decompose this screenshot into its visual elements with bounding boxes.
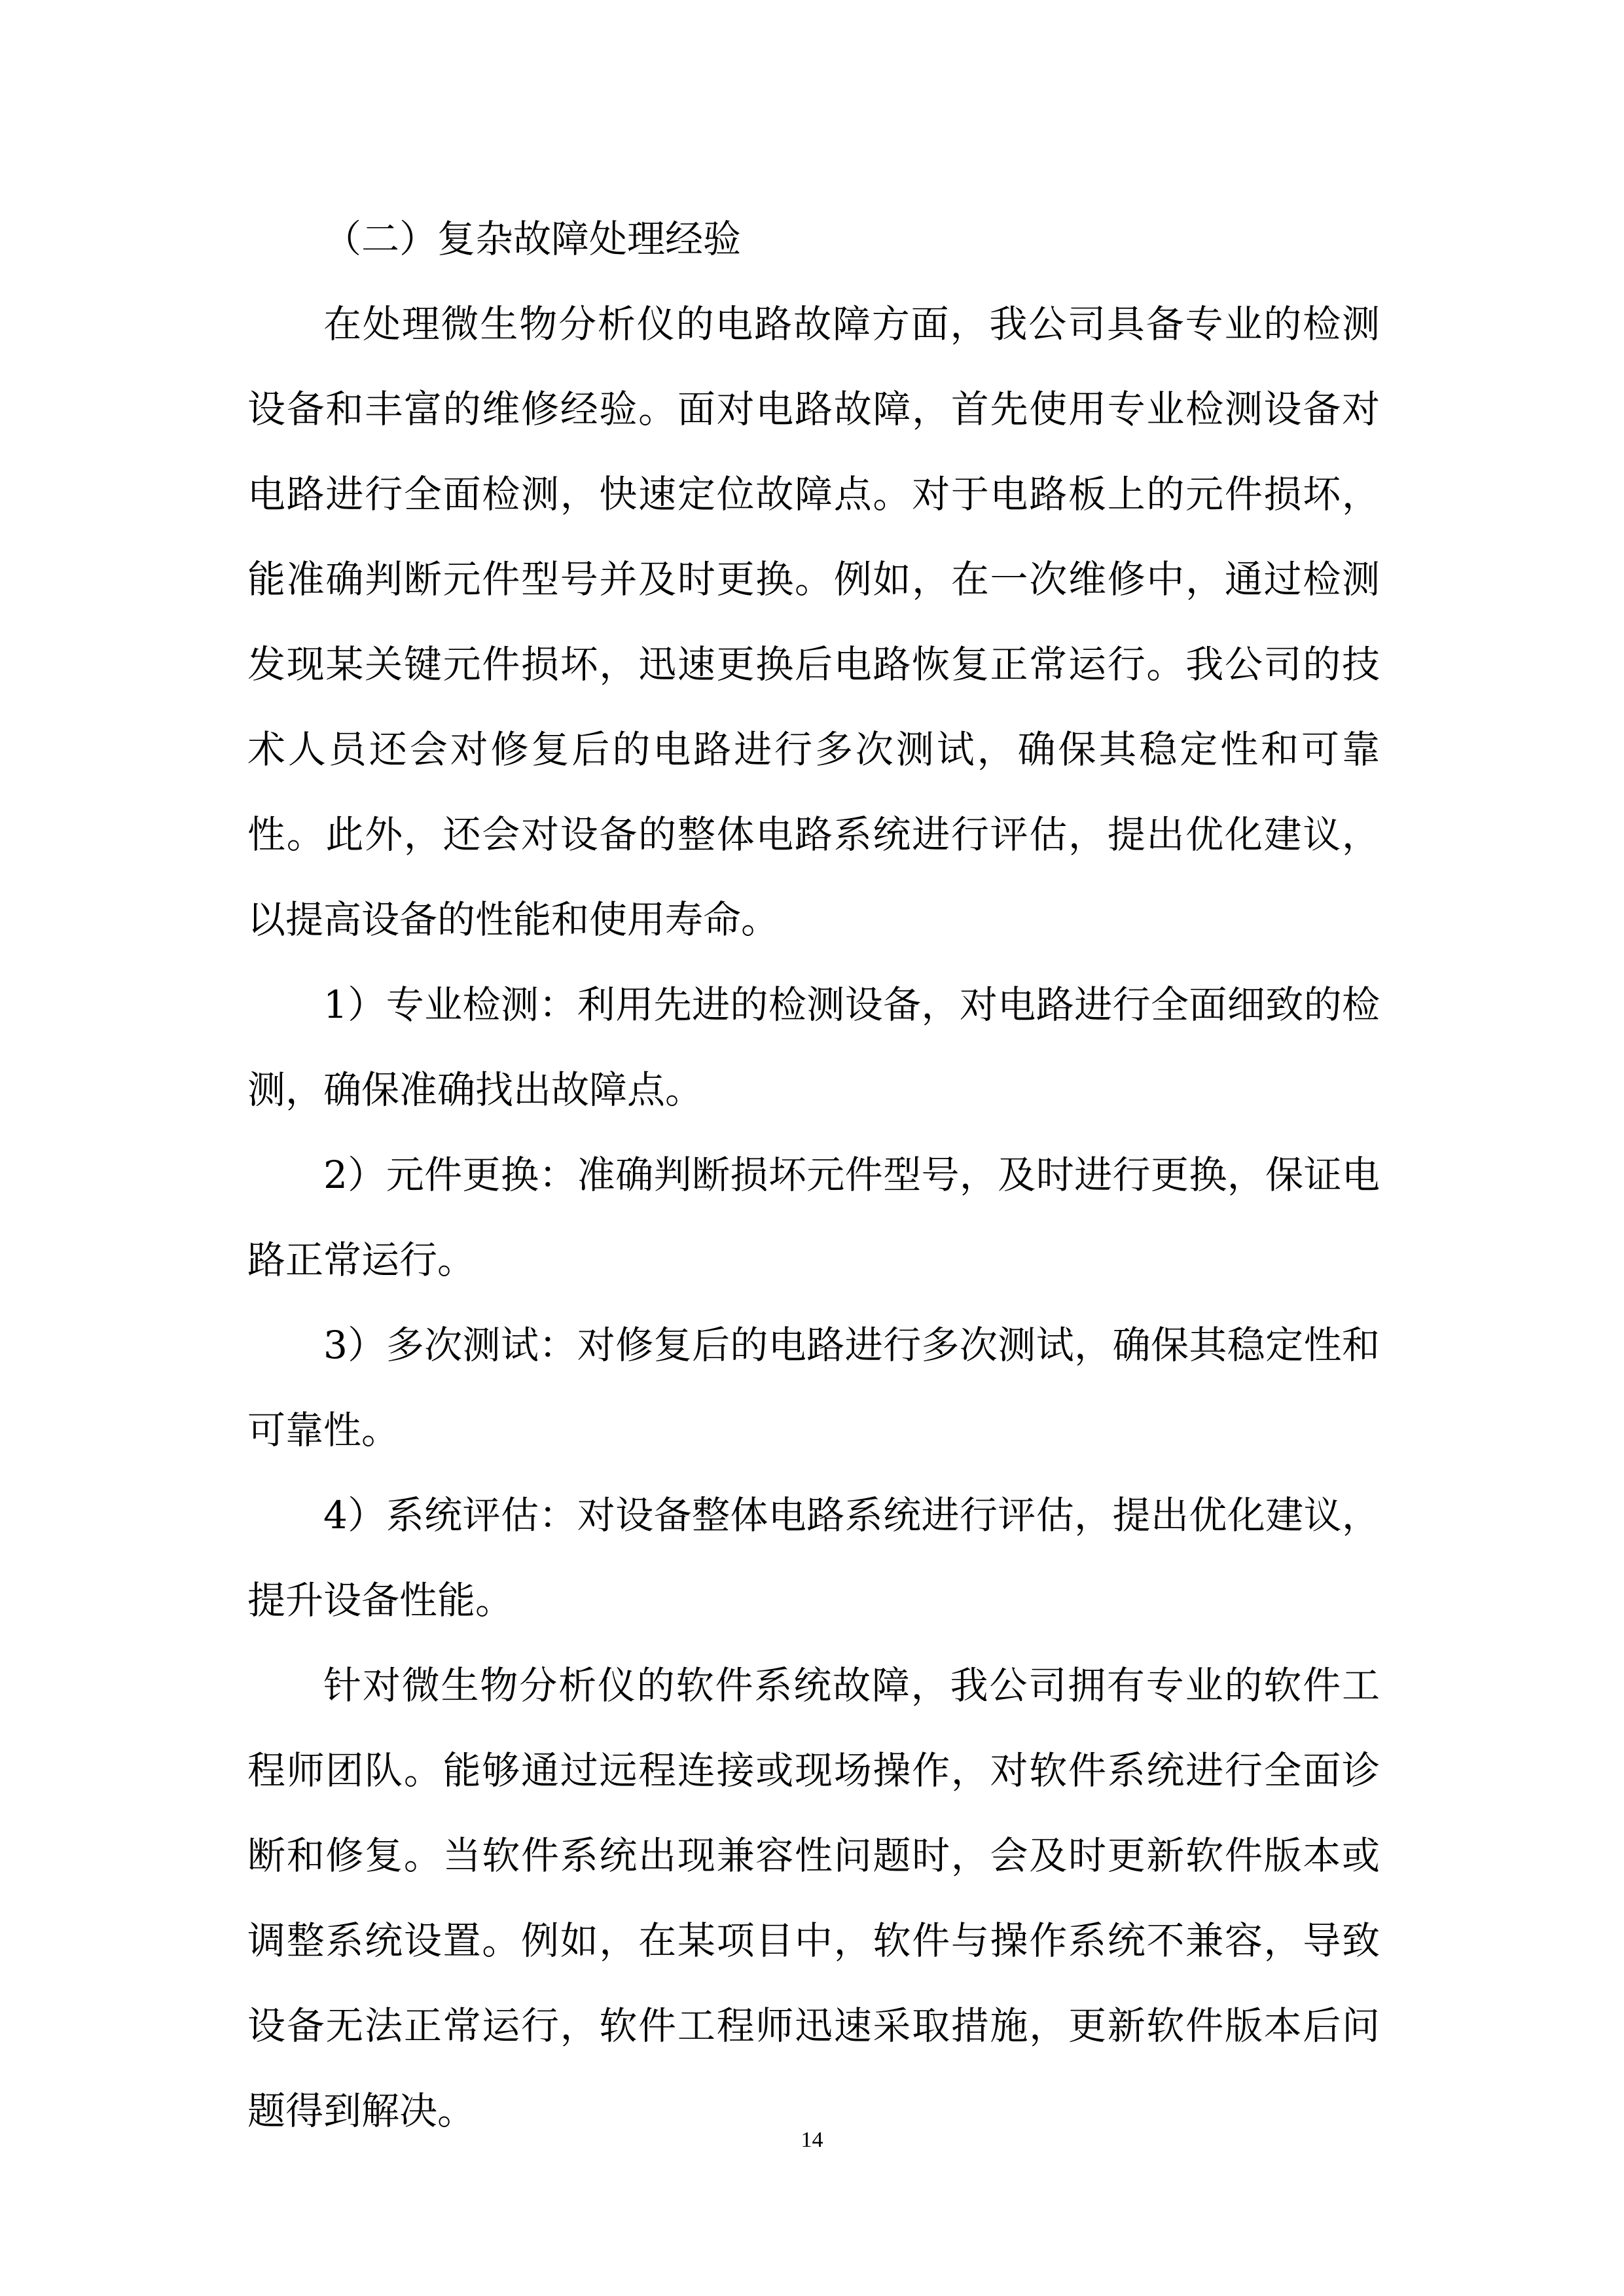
paragraph-circuit-repair: 在处理微生物分析仪的电路故障方面，我公司具备专业的检测设备和丰富的维修经验。面对电路故障，首先使用专业检测设备对电路进行全面检测，快速定位故障点。对于电路板上的元件损坏，能准确判断元件型号并及时更换。例如，在一次维修中，通过检测发现某关键元件损坏，迅速更换后电路恢复正常运行。我公司的技术人员还会对修复后的电路进行多次测试，确保其稳定性和可靠性。此外，还会对设备的整体电路系统进行评估，提出优化建议，以提高设备的性能和使用寿命。 [247,302,1380,942]
list-item-professional-detection: 1）专业检测：利用先进的检测设备，对电路进行全面细致的检测，确保准确找出故障点。 [247,982,1380,1112]
list-item-multiple-tests: 3）多次测试：对修复后的电路进行多次测试，确保其稳定性和可靠性。 [247,1323,1380,1452]
list-item-system-evaluation: 4）系统评估：对设备整体电路系统进行评估，提出优化建议，提升设备性能。 [247,1493,1380,1623]
paragraph-software-repair: 针对微生物分析仪的软件系统故障，我公司拥有专业的软件工程师团队。能够通过远程连接或现场操作，对软件系统进行全面诊断和修复。当软件系统出现兼容性问题时，会及时更新软件版本或调整系统设置。例如，在某项目中，软件与操作系统不兼容，导致设备无法正常运行，软件工程师迅速采取措施，更新软件版本后问题得到解决。 [247,1663,1380,2133]
page-body [247,196,1380,2153]
page-number: 14 [801,2128,823,2152]
section-heading: （二）复杂故障处理经验 [323,217,742,261]
list-item-component-replacement: 2）元件更换：准确判断损坏元件型号，及时进行更换，保证电路正常运行。 [247,1153,1380,1282]
